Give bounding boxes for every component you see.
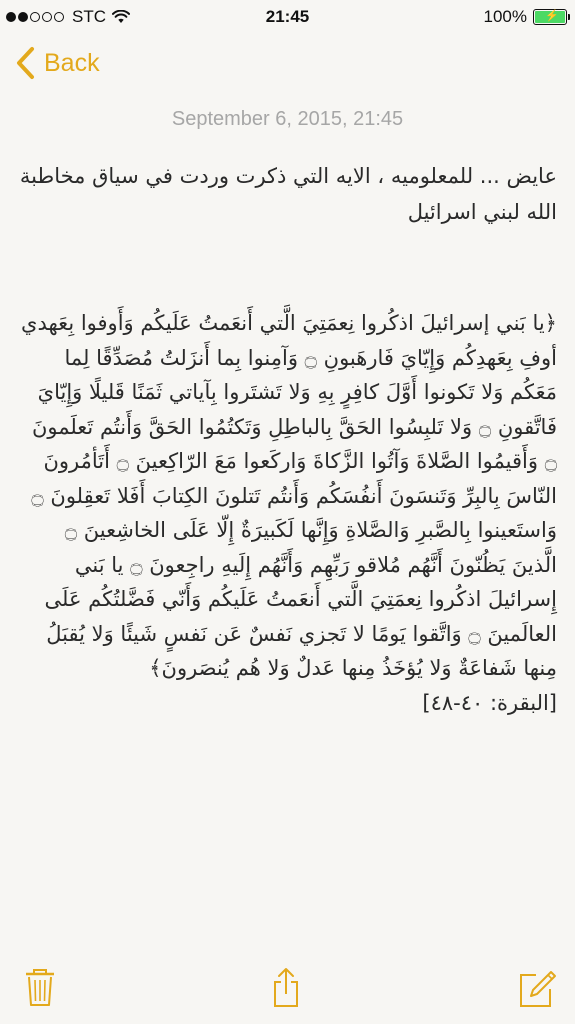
compose-button[interactable] — [516, 965, 556, 1009]
back-button[interactable] — [14, 46, 100, 80]
back-label: Back — [44, 48, 100, 77]
note-verse-text: ﴿يا بَني إسرائيلَ اذكُروا نِعمَتِيَ الَّتي أَنعَمتُ عَلَيكُم وَأَوفوا بِعَهدي أوفِ بِعَهدِكُم وَإِيّايَ فَارهَبونِ ۝ وَآمِنوا بِما أَنزَلتُ مُصَدِّقًا لِما مَعَكُم وَلا تَكونوا أَوَّلَ كافِرٍ بِهِ وَلا تَشتَروا بِآياتي ثَمَنًا قَليلًا وَإِيّايَ فَاتَّقونِ ۝ وَلا تَلبِسُوا الحَقَّ بِالباطِلِ وَتَكتُمُوا الحَقَّ وَأَنتُم تَعلَمونَ ۝ وَأَقيمُوا الصَّلاةَ وَآتُوا الزَّكاةَ وَاركَعوا مَعَ الرّاكِعينَ ۝ أَتَأمُرونَ النّاسَ بِالبِرِّ وَتَنسَونَ أَنفُسَكُم وَأَنتُم تَتلونَ الكِتابَ أَفَلا تَعقِلونَ ۝ وَاستَعينوا بِالصَّبرِ وَالصَّلاةِ وَإِنَّها لَكَبيرَةٌ إِلّا عَلَى الخاشِعينَ ۝ الَّذينَ يَظُنّونَ أَنَّهُم مُلاقو رَبِّهِم وَأَنَّهُم إِلَيهِ راجِعونَ ۝ يا بَني إِسرائيلَ اذكُروا نِعمَتِيَ الَّتي أَنعَمتُ عَلَيكُم وَأَنّي فَضَّلتُكُم عَلَى العالَمينَ ۝ وَاتَّقوا يَومًا لا تَجزي نَفسٌ عَن نَفسٍ شَيئًا وَلا يُقبَلُ مِنها شَفاعَةٌ وَلا يُؤخَذُ مِنها عَدلٌ وَلا هُم يُنصَرونَ﴾ — [21, 311, 557, 680]
status-bar — [0, 0, 575, 34]
compose-icon — [516, 965, 558, 1009]
chevron-left-icon — [14, 46, 36, 80]
carrier-name: STC — [72, 7, 106, 26]
note-intro-text: عايض ... للمعلوميه ، الايه التي ذكرت وردت في سياق مخاطبة الله لبني اسرائيل — [19, 164, 557, 224]
navigation-bar — [0, 40, 575, 88]
battery-icon — [533, 9, 567, 25]
battery-percent: 100% — [483, 7, 527, 26]
note-date: September 6, 2015, 21:45 — [171, 108, 404, 130]
trash-icon — [20, 965, 60, 1009]
trash-button[interactable] — [20, 965, 60, 1009]
battery-tip — [568, 14, 570, 20]
share-button[interactable] — [266, 965, 306, 1009]
note-reference-text: [البقرة: ٤٠-٤٨] — [422, 690, 557, 715]
bottom-toolbar — [0, 965, 575, 1015]
status-time: 21:45 — [265, 7, 310, 26]
share-icon — [266, 965, 306, 1009]
charging-bolt-icon: ⚡ — [545, 10, 559, 22]
note-body[interactable] — [18, 158, 557, 720]
status-right — [484, 7, 567, 27]
